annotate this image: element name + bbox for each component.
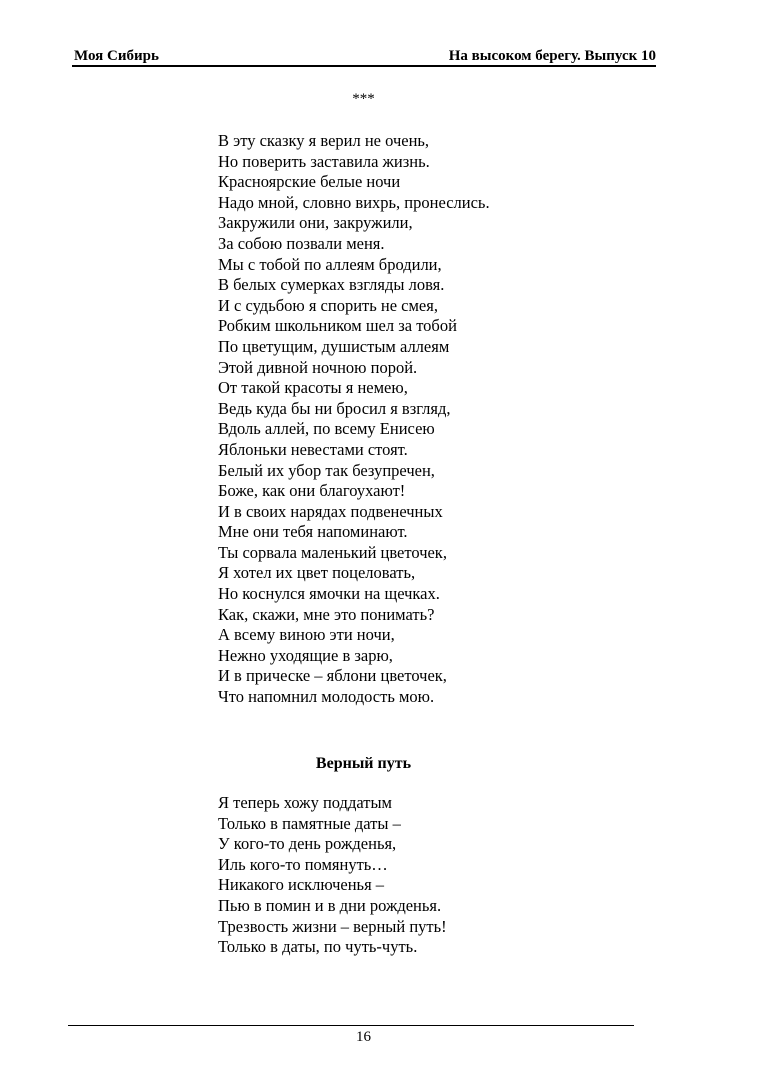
poem-2-text [218, 793, 447, 958]
poem-separator: *** [352, 91, 375, 107]
poem-line: Белый их убор так безупречен, [218, 460, 435, 480]
poem-line: Робким школьником шел за тобой [218, 316, 457, 336]
poem-line: Я теперь хожу поддатым [218, 793, 392, 812]
poem-line: И с судьбою я спорить не смея, [218, 295, 438, 315]
poem-line: А всему виною эти ночи, [218, 625, 395, 645]
poem-line: В эту сказку я верил не очень, [218, 131, 430, 150]
poem-1-text [218, 131, 490, 708]
poem-line: Красноярские белые ночи [218, 172, 401, 192]
poem-line: Нежно уходящие в зарю, [218, 645, 393, 665]
poem-line: За собою позвали меня. [218, 233, 385, 253]
header-issue-title: На высоком берегу. Выпуск 10 [448, 48, 656, 64]
poem-line: Трезвость жизни – верный путь! [218, 916, 447, 936]
poem-2-title: Верный путь [315, 755, 412, 772]
running-header [72, 47, 656, 67]
poem-line: Вдоль аллей, по всему Енисею [218, 419, 435, 439]
poem-line: Но поверить заставила жизнь. [218, 151, 430, 171]
poem-line: Яблоньки невестами стоят. [218, 439, 408, 459]
poem-line: Но коснулся ямочки на щечках. [218, 584, 440, 604]
poem-line: В белых сумерках взгляды ловя. [218, 275, 445, 295]
poem-line: Как, скажи, мне это понимать? [218, 604, 435, 624]
header-collection-title: Моя Сибирь [74, 48, 159, 64]
poem-line: И в прическе – яблони цветочек, [218, 666, 447, 686]
poem-line: У кого-то день рожденья, [218, 834, 397, 854]
poem-line: Этой дивной ночною порой. [218, 357, 418, 377]
poem-line: Ты сорвала маленький цветочек, [218, 542, 447, 562]
poem-line: Иль кого-то помянуть… [218, 854, 388, 874]
poem-line: Закружили они, закружили, [218, 213, 413, 233]
poem-line: Только в даты, по чуть-чуть. [218, 937, 418, 957]
poem-line: Надо мной, словно вихрь, пронеслись. [218, 192, 490, 212]
poem-line: От такой красоты я немею, [218, 378, 408, 398]
poem-line: Что напомнил молодость мою. [218, 687, 435, 707]
poem-line: И в своих нарядах подвенечных [218, 501, 443, 521]
footer-divider [68, 1025, 634, 1026]
poem-line: Боже, как они благоухают! [218, 481, 406, 501]
poem-line: Мы с тобой по аллеям бродили, [218, 254, 442, 274]
poem-line: Я хотел их цвет поцеловать, [218, 563, 416, 583]
poem-line: По цветущим, душистым аллеям [218, 336, 450, 356]
poem-line: Мне они тебя напоминают. [218, 522, 408, 542]
poem-line: Пью в помин и в дни рожденья. [218, 895, 442, 915]
poem-line: Только в памятные даты – [218, 813, 401, 833]
page-number: 16 [356, 1029, 371, 1045]
poem-line: Никакого исключенья – [218, 875, 385, 895]
poem-line: Ведь куда бы ни бросил я взгляд, [218, 398, 451, 418]
